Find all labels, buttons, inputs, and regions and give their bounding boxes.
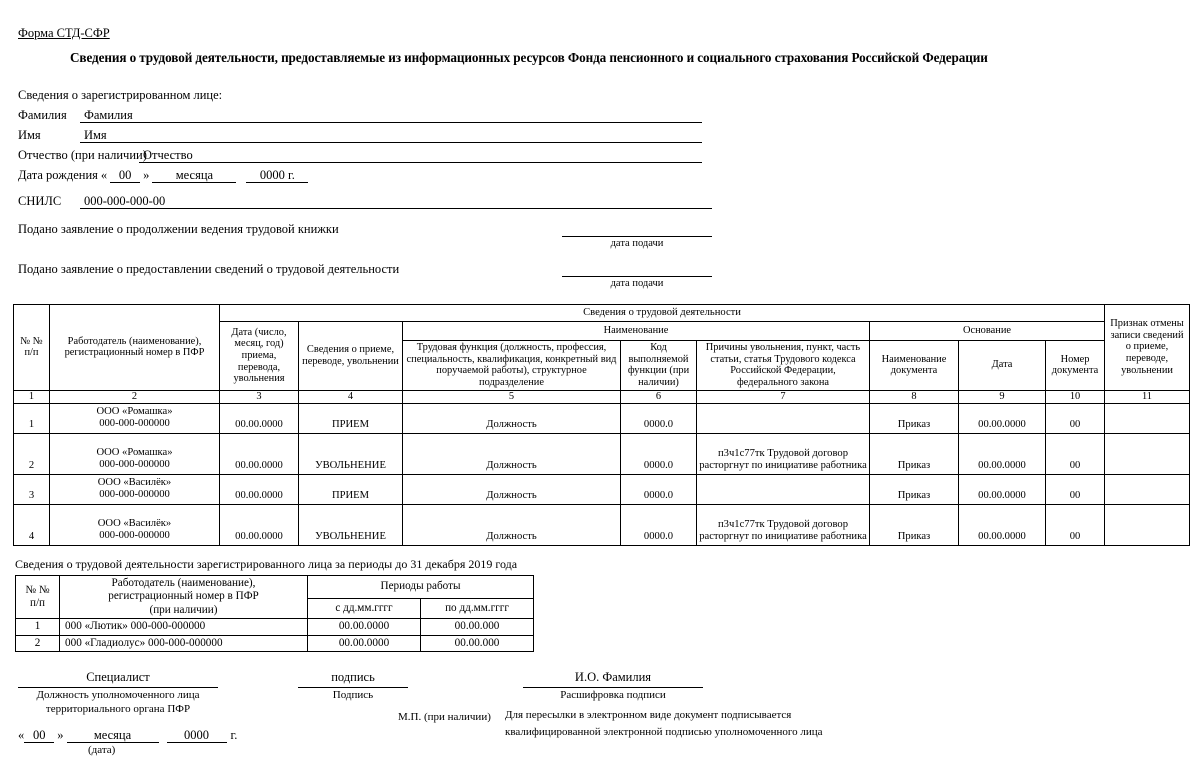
- col-header-doc-date: Дата: [959, 341, 1046, 391]
- row-employer-reg: 000-000-000000: [99, 418, 170, 430]
- row-event: УВОЛЬНЕНИЕ: [299, 433, 403, 474]
- col-header-date: Дата (число, месяц, год) приема, перевода, увольнения: [220, 322, 299, 391]
- birth-month-value[interactable]: месяца: [152, 167, 236, 183]
- application-2-date-line[interactable]: [562, 276, 712, 277]
- row-cancel-sign: [1105, 504, 1190, 545]
- row-labor-function: Должность: [403, 433, 621, 474]
- official-position-caption: [8, 689, 228, 717]
- row-doc-date: 00.00.0000: [959, 474, 1046, 504]
- footer-date-suffix: г.: [230, 728, 238, 742]
- pre2020-row-date-to: 00.00.000: [421, 619, 534, 635]
- application-1-date-line[interactable]: [562, 236, 712, 237]
- colnum-1: 1: [14, 390, 50, 403]
- stamp-note: М.П. (при наличии): [398, 711, 491, 723]
- colnum-9: 9: [959, 390, 1046, 403]
- row-dismissal-reason: п3ч1с77тк Трудовой договор расторгнут по инициативе работника: [697, 433, 870, 474]
- person-section-intro: Сведения о зарегистрированном лице:: [18, 88, 223, 102]
- signature-value[interactable]: подпись: [331, 670, 375, 684]
- electronic-signature-note-line1: Для пересылки в электронном виде документ подписывается: [505, 709, 792, 721]
- official-position-value[interactable]: Специалист: [86, 670, 150, 684]
- row-labor-function: Должность: [403, 504, 621, 545]
- table-column-numbers-row: [14, 390, 1190, 403]
- row-employer-name: ООО «Ромашка»: [96, 446, 173, 458]
- table-row[interactable]: [14, 403, 1190, 433]
- pre2020-row-date-from: 00.00.0000: [308, 635, 421, 651]
- footer-quote-open: «: [18, 728, 25, 742]
- signature-name-caption: Расшифровка подписи: [560, 689, 666, 701]
- application-2-date-caption: дата подачи: [610, 278, 664, 289]
- surname-value[interactable]: Фамилия: [80, 107, 702, 123]
- row-labor-function: Должность: [403, 403, 621, 433]
- row-date: 00.00.0000: [220, 504, 299, 545]
- pre2020-table-row[interactable]: [16, 619, 534, 635]
- pre2020-col-header-date-from: с дд.мм.гггг: [308, 598, 421, 619]
- colnum-10: 10: [1046, 390, 1105, 403]
- pre2020-col-header-employer-line2: регистрационный номер в ПФР: [108, 590, 259, 603]
- row-doc-name: Приказ: [870, 504, 959, 545]
- row-doc-name: Приказ: [870, 433, 959, 474]
- application-1-date-caption: дата подачи: [610, 238, 664, 249]
- col-header-num-line2: п/п: [24, 347, 39, 359]
- colnum-2: 2: [50, 390, 220, 403]
- row-event: ПРИЕМ: [299, 403, 403, 433]
- pre2020-group-header-periods: Периоды работы: [308, 576, 534, 599]
- colnum-7: 7: [697, 390, 870, 403]
- row-cancel-sign: [1105, 403, 1190, 433]
- footer-quote-close: »: [57, 728, 64, 742]
- field-patronymic: [18, 145, 702, 163]
- table-header-row-1: [14, 305, 1190, 322]
- row-date: 00.00.0000: [220, 433, 299, 474]
- pre2020-col-header-employer-line3: (при наличии): [149, 603, 218, 616]
- colnum-5: 5: [403, 390, 621, 403]
- application-statement-2: Подано заявление о предоставлении сведений о трудовой деятельности: [18, 262, 400, 276]
- pre2020-row-num: 2: [16, 635, 60, 651]
- col-header-doc-number: Номер документа: [1046, 341, 1105, 391]
- footer-date-row: [18, 727, 237, 743]
- row-doc-number: 00: [1046, 504, 1105, 545]
- pre2020-col-header-num: [16, 576, 60, 619]
- field-snils: [18, 191, 712, 209]
- row-employer-reg: 000-000-000000: [99, 530, 170, 542]
- row-dismissal-reason: [697, 474, 870, 504]
- birth-day-value[interactable]: 00: [110, 167, 140, 183]
- group-header-labor-activity: Сведения о трудовой деятельности: [220, 305, 1105, 322]
- row-function-code: 0000.0: [621, 403, 697, 433]
- col-header-num-line1: № №: [20, 335, 43, 347]
- snils-value[interactable]: 000-000-000-00: [80, 193, 712, 209]
- pre2020-section-title: Сведения о трудовой деятельности зарегистрированного лица за периоды до 31 декабря 2019 года: [15, 557, 518, 571]
- pre2020-col-header-num-line1: № №: [25, 583, 50, 596]
- snils-label: СНИЛС: [18, 194, 62, 208]
- form-code: Форма СТД-СФР: [18, 26, 110, 40]
- col-header-cancel-sign: Признак отмены записи сведений о приеме, переводе, увольнении: [1105, 305, 1190, 391]
- row-function-code: 0000.0: [621, 504, 697, 545]
- labor-activity-table: [13, 304, 1190, 546]
- pre2020-row-employer: 000 «Гладиолус» 000-000-000000: [60, 635, 308, 651]
- row-employer-name: ООО «Василёк»: [97, 517, 172, 529]
- surname-label: Фамилия: [18, 108, 67, 122]
- row-event: ПРИЕМ: [299, 474, 403, 504]
- colnum-4: 4: [299, 390, 403, 403]
- official-position-line: [18, 687, 218, 688]
- row-employer: [50, 504, 220, 545]
- birth-date-label: Дата рождения: [18, 168, 98, 182]
- application-statement-1: Подано заявление о продолжении ведения трудовой книжки: [18, 222, 339, 236]
- footer-date-caption: (дата): [88, 744, 116, 756]
- row-num: 4: [14, 504, 50, 545]
- row-doc-number: 00: [1046, 433, 1105, 474]
- col-header-num: [14, 305, 50, 391]
- patronymic-value[interactable]: Отчество: [139, 147, 702, 163]
- row-doc-name: Приказ: [870, 403, 959, 433]
- colnum-11: 11: [1105, 390, 1190, 403]
- quote-open: «: [100, 168, 108, 182]
- row-dismissal-reason: [697, 403, 870, 433]
- row-event: УВОЛЬНЕНИЕ: [299, 504, 403, 545]
- pre2020-col-header-employer-line1: Работодатель (наименование),: [111, 577, 256, 589]
- group-header-naimenovanie: Наименование: [403, 322, 870, 341]
- table-row[interactable]: [14, 433, 1190, 474]
- colnum-6: 6: [621, 390, 697, 403]
- table-row[interactable]: [14, 504, 1190, 545]
- colnum-8: 8: [870, 390, 959, 403]
- signature-name-line: [523, 687, 703, 688]
- row-num: 2: [14, 433, 50, 474]
- row-employer: [50, 403, 220, 433]
- row-doc-name: Приказ: [870, 474, 959, 504]
- row-doc-number: 00: [1046, 403, 1105, 433]
- row-doc-date: 00.00.0000: [959, 433, 1046, 474]
- col-header-function-code: Код выполняемой функции (при наличии): [621, 341, 697, 391]
- col-header-doc-name: Наименование документа: [870, 341, 959, 391]
- row-doc-number: 00: [1046, 474, 1105, 504]
- pre2020-header-row-1: [16, 576, 534, 599]
- field-surname: [18, 105, 702, 123]
- group-header-osnovanie: Основание: [870, 322, 1105, 341]
- row-employer: [50, 433, 220, 474]
- row-employer-name: ООО «Василёк»: [97, 476, 172, 488]
- row-doc-date: 00.00.0000: [959, 403, 1046, 433]
- col-header-labor-function: Трудовая функция (должность, профессия, специальность, квалификация, конкретный вид поручаемой работы), структурное подразделение: [403, 341, 621, 391]
- row-cancel-sign: [1105, 433, 1190, 474]
- field-name: [18, 125, 702, 143]
- pre2020-periods-table: [15, 575, 534, 652]
- row-date: 00.00.0000: [220, 474, 299, 504]
- row-function-code: 0000.0: [621, 433, 697, 474]
- electronic-signature-note: [505, 707, 823, 740]
- row-employer-name: ООО «Ромашка»: [96, 405, 173, 417]
- pre2020-row-date-to: 00.00.000: [421, 635, 534, 651]
- row-num: 3: [14, 474, 50, 504]
- name-label: Имя: [18, 128, 41, 142]
- row-dismissal-reason: п3ч1с77тк Трудовой договор расторгнут по инициативе работника: [697, 504, 870, 545]
- pre2020-row-date-from: 00.00.0000: [308, 619, 421, 635]
- quote-close: »: [143, 168, 150, 182]
- pre2020-col-header-employer: [60, 576, 308, 619]
- row-employer-reg: 000-000-000000: [99, 459, 170, 471]
- patronymic-label: Отчество (при наличии): [18, 148, 147, 162]
- row-cancel-sign: [1105, 474, 1190, 504]
- footer-date-day[interactable]: 00: [24, 727, 54, 743]
- footer-date-year[interactable]: 0000: [167, 727, 227, 743]
- signature-caption: Подпись: [332, 689, 374, 701]
- pre2020-row-num: 1: [16, 619, 60, 635]
- signature-line: [298, 687, 408, 688]
- row-function-code: 0000.0: [621, 474, 697, 504]
- pre2020-row-employer: 000 «Лютик» 000-000-000000: [60, 619, 308, 635]
- pre2020-table-row[interactable]: [16, 635, 534, 651]
- row-num: 1: [14, 403, 50, 433]
- col-header-employer: Работодатель (наименование), регистрационный номер в ПФР: [50, 305, 220, 391]
- document-title: Сведения о трудовой деятельности, предоставляемые из информационных ресурсов Фонда пенсионного и социального страхования Российской Федерации: [70, 50, 988, 65]
- col-header-dismissal-reason: Причины увольнения, пункт, часть статьи, статья Трудового кодекса Российской Федерации, федерального закона: [697, 341, 870, 391]
- row-labor-function: Должность: [403, 474, 621, 504]
- row-employer: [50, 474, 220, 504]
- birth-year-value[interactable]: 0000 г.: [246, 167, 308, 183]
- row-employer-reg: 000-000-000000: [99, 489, 170, 501]
- pre2020-col-header-num-line2: п/п: [29, 597, 46, 610]
- colnum-3: 3: [220, 390, 299, 403]
- row-doc-date: 00.00.0000: [959, 504, 1046, 545]
- name-value[interactable]: Имя: [80, 127, 702, 143]
- table-row[interactable]: [14, 474, 1190, 504]
- official-position-caption-line2: территориального органа ПФР: [45, 702, 191, 715]
- signature-name-value[interactable]: И.О. Фамилия: [574, 670, 652, 684]
- col-header-event: Сведения о приеме, переводе, увольнении: [299, 322, 403, 391]
- footer-date-month[interactable]: месяца: [67, 727, 159, 743]
- electronic-signature-note-line2: квалифицированной электронной подписью уполномоченного лица: [505, 725, 823, 738]
- pre2020-col-header-date-to: по дд.мм.гггг: [421, 598, 534, 619]
- row-date: 00.00.0000: [220, 403, 299, 433]
- official-position-caption-line1: Должность уполномоченного лица: [36, 689, 200, 701]
- field-birth-date: [18, 165, 308, 183]
